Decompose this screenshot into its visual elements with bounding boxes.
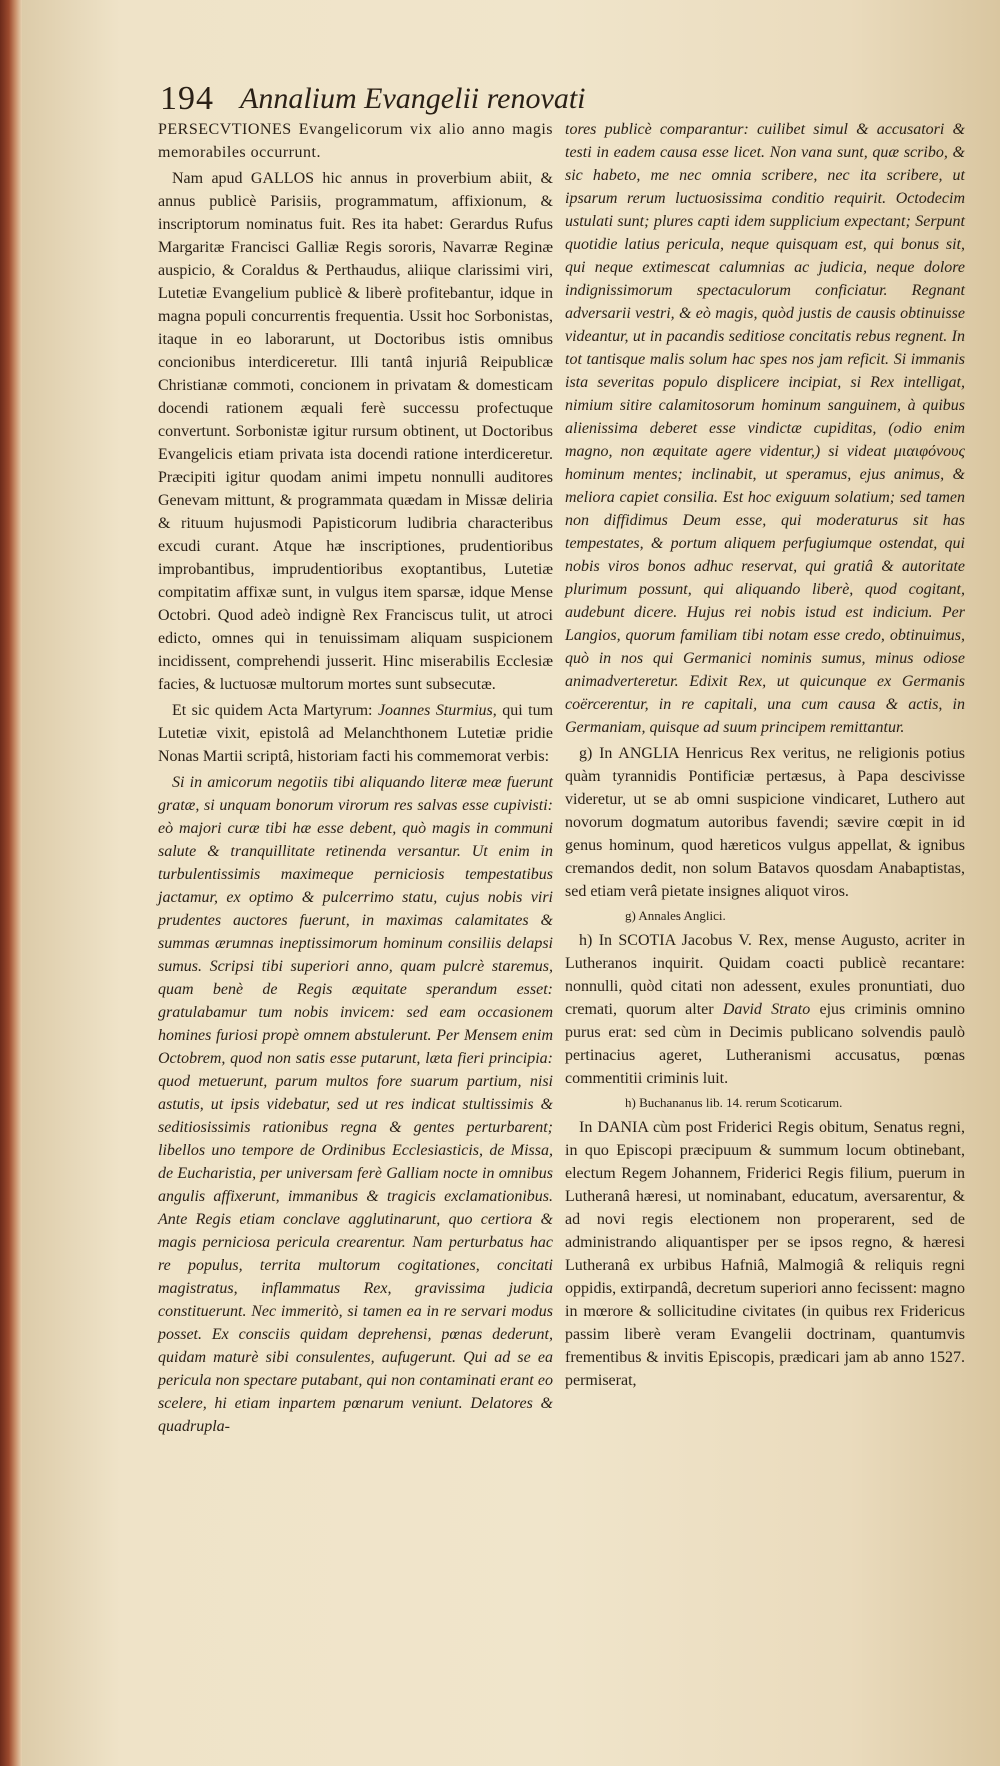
paragraph-acta-martyrum	[158, 699, 553, 768]
paragraph-dania: In DANIA cùm post Friderici Regis obitum, Senatus regni, in quo Episcopi præcipuum & summum locum obtinebant, electum Regem Johannem, Friderici Regis filium, puerum in Lutheranâ hæresi, ut nominabant, educatum, aversarentur, & ad novi regis electionem non properarent, sed de administrando aliquantisper per se ipsos regno, & hæresi Lutheranâ ex urbibus Hafniâ, Malmogiâ & reliquis regni oppidis, extirpandâ, decretum superiori anno fecissent: magno in mœrore & sollicitudine civitates (in quibus rex Fridericus passim liberè veram Evangelii doctrinam, quantumvis frementibus & invitis Episcopis, prædicari jam ab anno 1527. permiserat,	[565, 1119, 965, 1389]
acta-rest: , qui tum Lutetiæ vixit, epistolâ ad Melanchthonem Lutetiæ pridie Nonas Martii scriptâ, historiam facti his commemorat verbis:	[158, 702, 554, 765]
sturmius-letter-quote-continued: tores publicè comparantur: cuilibet simul & accusatori & testi in eadem causa esse licet. Non vana sunt, quæ scribo, & sic habeto, me nec omnia scribere, nec ita scribere, ut ipsarum rerum luctuosissima conditio requirit. Octodecim ustulati sunt; plures capti idem supplicium expectant; Serpunt quotidie latius pericula, neque quisquam est, qui bonus sit, qui neque extimescat calumnias ac judicia, neque dolore indignissimorum spectaculorum conficiatur. Regnant adversarii vestri, & eò magis, quòd justis de causis obtinuisse videantur, ut in pacandis seditiose concitatis rebus regnent. In tot tantisque malis solum hac spes nos jam reficit. Si immanis ista severitas populo displicere incipiat, si Rex intelligat, nimium sitire calamitosorum hominum sanguinem, à quibus alienissima deberet esse vindictæ cupiditas, (odio enim magno, non æquitate agere videntur,) si videat μιαιφόνους hominum mentes; inclinabit, ut speramus, ejus animus, & meliora capiet consilia. Est hoc exiguum solatium; sed tamen non diffidimus Deum esse, qui moderaturus sit has tempestates, & portum aliquem perfugiumque ostendat, qui nobis viros bonos adhuc reservat, qui gratiâ & autoritate plurimum possunt, qui aliquando liberè, quod cogitant, audebunt dicere. Hujus rei nobis istud est indicium. Per Langios, quorum familiam tibi notam esse credo, obtinuimus, quò in nos qui Germanici nominis sumus, minus odiose animadverteretur. Edixit Rex, ut quicunque ex Germanis coërcerentur, in re capitali, una cum causa & actis, in Germaniam, quisque ad suum principem remittantur.	[565, 121, 965, 736]
scotia-text-rest: ejus criminis omnino purus erat: sed cùm in Decimis publicano solvendis paulò pertinacius ageret, Lutheranismi accusatus, pœnas commentitii criminis luit.	[565, 1001, 965, 1087]
paragraph-gallia: Nam apud GALLOS hic annus in proverbium abiit, & annus publicè Parisiis, programmatum, affixionum, & inscriptorum nominatus fuit. Res ita habet: Gerardus Rufus Margaritæ Francisci Galliæ Regis sororis, Navarræ Reginæ auspicio, & Coraldus & Perthaudus, aliique clarissimi viri, Lutetiæ Evangelium publicè & liberè profitebantur, idque in magna populi concurrentis frequentia. Ussit hoc Sorbonistas, itaque in eo laborarunt, ut Doctoribus istis omnibus concionibus interdiceretur. Illi tantâ injuriâ Reipublicæ Christianæ commoti, concionem in privatam & domesticam docendi rationem æquali ferè successu profectuque convertunt. Sorbonistæ igitur rursum obtinent, ut Doctoribus Evangelicis etiam privata ista docendi ratione interdiceretur. Præcipiti igitur quodam animi impetu nonnulli auditores Genevam mittunt, & programmata quædam in Missæ deliria & rituum hujusmodi Papisticorum ludibria characteribus excudi curant. Atque hæ inscriptiones, prudentioribus improbantibus, imprudentioribus exoptantibus, Lutetiæ compitatim affixæ sunt, in vulgus item sparsæ, idque Mense Octobri. Quod adeò indignè Rex Franciscus tulit, ut atroci edicto, omnes qui in tenuissimam aliquam suspicionem incidissent, comprehendi jusserit. Hinc miserabilis Ecclesiæ facies, & luctuosæ multorum mortes sunt subsecutæ.	[158, 170, 553, 693]
footnote-h: h) Buchananus lib. 14. rerum Scoticarum.	[625, 1095, 843, 1110]
right-column	[565, 118, 965, 1395]
paragraph-persecutions: PERSECVTIONES Evangelicorum vix alio anno magis memorabiles occurrunt.	[158, 121, 553, 161]
scotia-text: h) In SCOTIA Jacobus V. Rex, mense Augusto, acriter in Lutheranos inquirit. Quidam coacti publicè recantare: nonnulli, quòd citati non adessent, exules pronuntiati, duo cremati, quorum alter	[565, 932, 965, 1018]
acta-intro: Et sic quidem Acta Martyrum:	[172, 702, 378, 719]
strato-name: David Strato	[722, 1001, 811, 1018]
running-title: Annalium Evangelii renovati	[240, 82, 586, 115]
sturmius-letter-quote: Si in amicorum negotiis tibi aliquando literæ meæ fuerunt gratæ, si unquam bonorum virorum res salvas esse cupivisti: eò majori curæ tibi hæ esse debent, quò magis in communi salute & tranquillitate retinenda versantur. Ut enim in turbulentissimis maximeque perniciosis tempestatibus jactamur, ex optimo & pulcerrimo statu, cujus nobis viri prudentes auctores fuerunt, in maximas calamitates & summas ærumnas ineptissimorum hominum consiliis delapsi sumus. Scripsi tibi superiori anno, quam pulcrè staremus, quam benè de Regis æquitate sperandum esset: gratulabamur tum nobis invicem: sed eam occasionem homines furiosi propè omnem abstulerunt. Per Mensem enim Octobrem, quod non satis esse putarunt, læta fieri principia: quod metuerunt, parum multos fore suarum partium, nisi astutis, ut ipsis videbatur, sed ut res indicat stultissimis & seditiosissimis rationibus regna & gentes perturbarent; libellos uno tempore de Ordinibus Ecclesiasticis, de Missa, de Eucharistia, per universam ferè Galliam nocte in omnibus angulis affixerunt, immanibus & tragicis exclamationibus. Ante Regis etiam conclave agglutinarunt, quo certiora & magis perniciosa pericula crearentur. Nam perturbatus hac re populus, territa multorum cogitationes, concitati magistratus, inflammatus Rex, gravissima judicia constituerunt. Nec immeritò, si tamen ea in re servari modus posset. Ex consciis quidam deprehensi, pœnas dederunt, quidam maturè sibi consulentes, aufugerunt. Qui ad se ea pericula non spectare putabant, qui non contaminati erant eo scelere, hi etiam inpartem pœnarum veniunt. Delatores & quadrupla-	[158, 774, 553, 1435]
left-column	[158, 118, 553, 1441]
paragraph-anglia: g) In ANGLIA Henricus Rex veritus, ne religionis potius quàm tyrannidis Pontificiæ pertæsus, à Papa descivisse videretur, ut se ab omni suspicione vindicaret, Luthero aut novorum dogmatum autoribus favendi; sævire cœpit in id genus hominum, quod hæreticos vulgus appellat, & ignibus cremandos dedit, non solum Batavos quosdam Anabaptistas, sed etiam verâ pietate insignes aliquot viros.	[565, 745, 965, 900]
page-header	[160, 76, 780, 122]
page-binding-edge	[0, 0, 22, 1766]
footnote-g: g) Annales Anglici.	[625, 908, 726, 923]
paragraph-scotia	[565, 929, 965, 1090]
page-number: 194	[160, 80, 214, 117]
sturmius-name: Joannes Sturmius	[377, 702, 493, 719]
